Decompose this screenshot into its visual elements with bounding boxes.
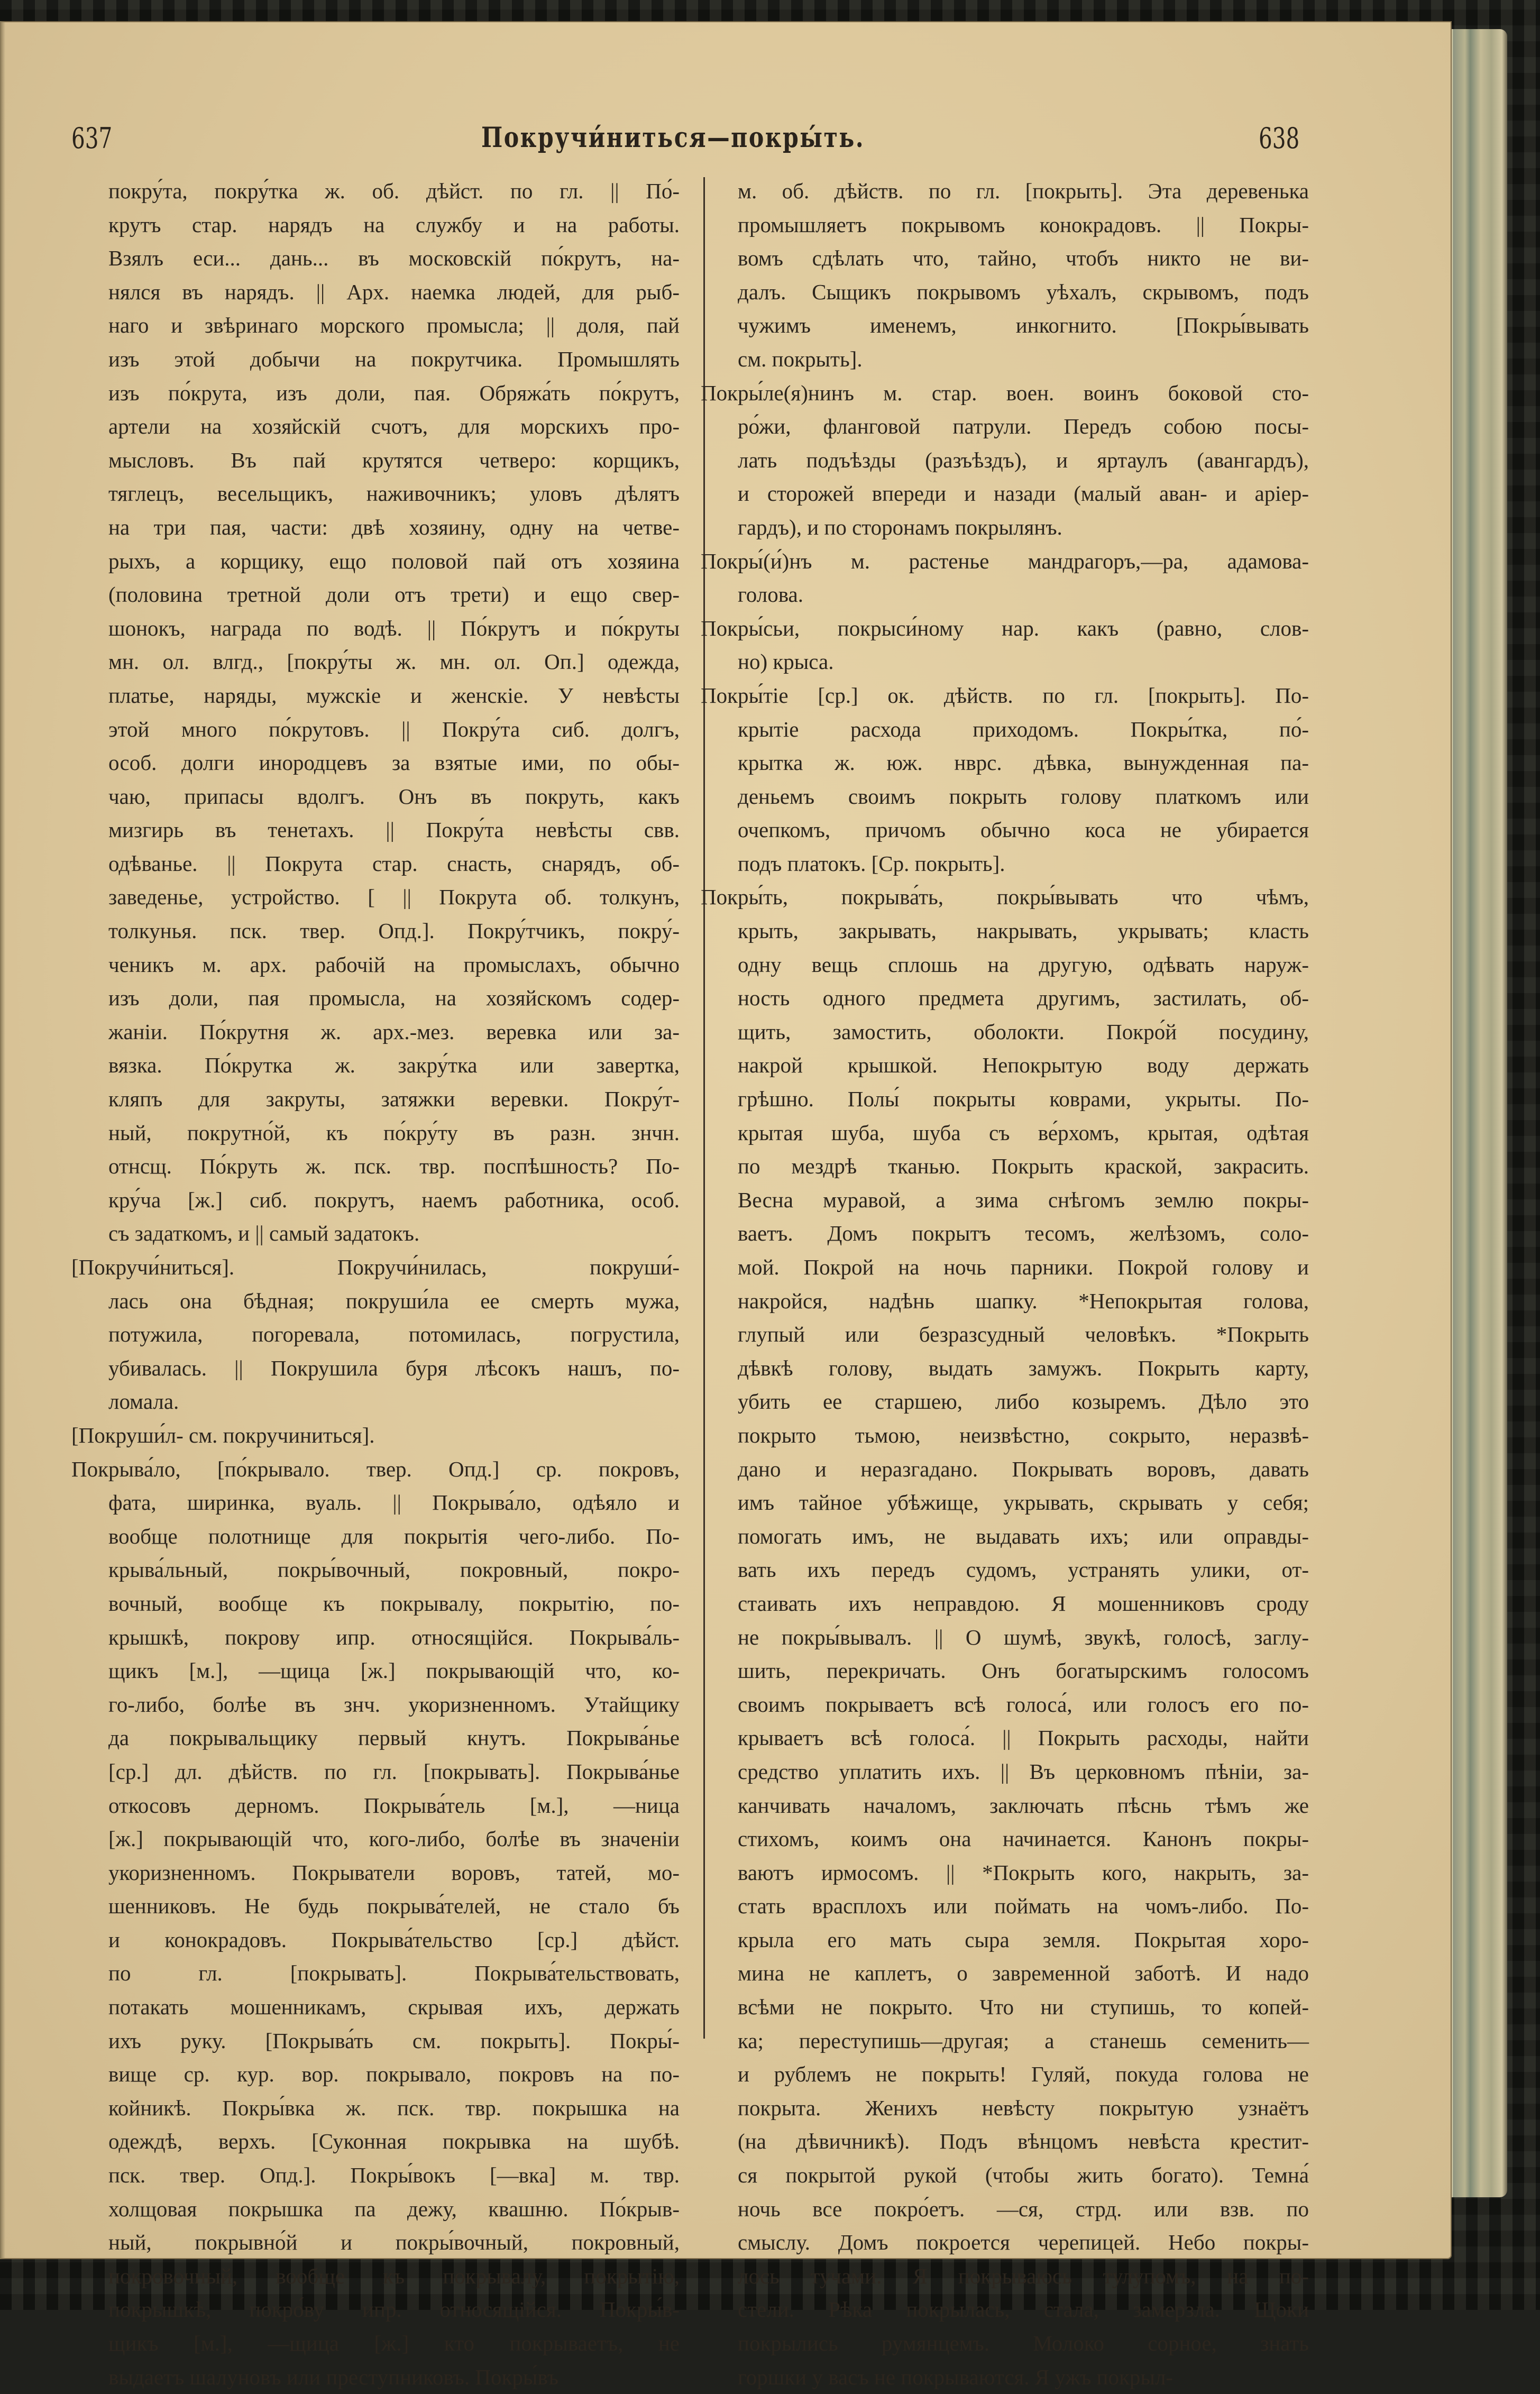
entry-line: грѣшно. Полы́ покрыты коврами, укрыты. По- [738,1087,1309,1112]
entry-line: и сторожей впереди и назади (малый аван- и аріер- [738,481,1309,506]
dictionary-entry-pokruta [108,175,680,1251]
entry-line: ваютъ ирмосомъ. || *Покрыть кого, накрыть, за- [738,1860,1309,1885]
entry-line: не покры́вывалъ. || О шумѣ, звукѣ, голосѣ, заглу- [738,1625,1309,1649]
entry-line: го-либо, болѣе въ знч. укоризненномъ. Утайщику [108,1692,680,1717]
dictionary-page-spread [0,21,1452,2389]
entry-line: накройся, надѣнь шапку. *Непокрытая голова, [738,1288,1309,1313]
entry-line: артели на хозяйскій счотъ, для морскихъ про- [108,414,680,439]
column-divider [703,177,705,2039]
entry-line: мысловъ. Въ пай крутятся четверо: корщикъ, [108,447,680,472]
entry-line: крыва́льный, покры́вочный, покровный, покро- [108,1557,680,1582]
entry-line: вообще полотнище для покрытія чего-либо. По- [108,1524,680,1548]
dictionary-entry-pokryn [701,545,1309,612]
entry-line: ваетъ. Домъ покрытъ тесомъ, желѣзомъ, соло- [738,1221,1309,1246]
entry-line: нялся въ нарядъ. || Арх. наемка людей, для рыб- [108,279,680,304]
entry-line: по гл. [покрывать]. Покрыва́тельствовать, [108,1961,680,1986]
entry-line: платье, наряды, мужскіе и женскіе. У невѣсты [108,683,680,708]
entry-line: гардъ), и по сторонамъ покрылянъ. [738,515,1062,539]
entry-line: Покры́ле(я)нинъ м. стар. воен. воинъ боковой сто- [701,380,1309,405]
dictionary-entry-pokryt [701,880,1309,2394]
entry-line: дано и неразгадано. Покрывать воровъ, давать [738,1456,1309,1481]
entry-line: убить ее старшею, либо козыремъ. Дѣло это [738,1389,1309,1414]
entry-line: потужила, погоревала, потомилась, погрустила, [108,1322,680,1347]
entry-line: Взялъ еси... дань... въ московскій по́крутъ, на- [108,246,680,271]
entry-line: вище ср. кур. вор. покрывало, покровъ на по- [108,2062,680,2087]
dictionary-entry-pokruchinitsya [71,1251,680,1419]
page-number-left: 637 [71,122,113,155]
entry-line: по мездрѣ тканью. Покрыть краской, закрасить. [738,1154,1309,1179]
dictionary-entry-pokryv-cont [738,175,1309,377]
entry-line: вязка. По́крутка ж. закру́тка или завертка, [108,1053,680,1078]
entry-line: ихъ руку. [Покрыва́ть см. покрыть]. Покры́- [108,2028,680,2053]
page-number-right: 638 [1259,122,1300,155]
entry-line: кру́ча [ж.] сиб. покрутъ, наемъ работника, особ. [108,1187,680,1212]
entry-line: крышкѣ, покрову ипр. относящійся. Покрыва́ль- [108,1625,680,1649]
entry-line: средство уплатить ихъ. || Въ церковномъ пѣніи, за- [738,1759,1309,1784]
entry-line: крыла его мать сыра земля. Покрытая хоро- [738,1927,1309,1952]
entry-line: этой много по́крутовъ. || Покру́та сиб. долгъ, [108,717,680,741]
entry-line: ся покрытой рукой (чтобы жить богато). Темна́ [738,2163,1309,2188]
entry-line: имъ тайное убѣжище, укрывать, скрывать у себя; [738,1490,1309,1515]
entry-line: ченикъ м. арх. рабочій на промыслахъ, обычно [108,952,680,977]
entry-line: откосовъ дерномъ. Покрыва́тель [м.], —ница [108,1793,680,1818]
entry-line: укоризненномъ. Покрыватели воровъ, татей, мо- [108,1860,680,1885]
entry-line: ночь все покро́етъ. —ся, стрд. или взв. по [738,2196,1309,2221]
entry-line: накрой крышкой. Непокрытую воду держать [738,1053,1309,1078]
entry-line: крыть, закрывать, накрывать, укрывать; класть [738,919,1309,943]
entry-line: всѣми не покрыто. Что ни ступишь, то копей- [738,1995,1309,2020]
entry-line: покрышкѣ, покро́ву ипр. относящійся. Покры́в- [108,2297,680,2322]
entry-line: крытка ж. юж. нврс. дѣвка, вынужденная па- [738,750,1309,775]
dictionary-entry-pokrytie [701,679,1309,881]
entry-line: одѣванье. || Покрута стар. снасть, снарядъ, об- [108,851,680,876]
entry-line: шить, перекричать. Онъ богатырскимъ голосомъ [738,1658,1309,1683]
entry-line: вомъ сдѣлать что, тайно, чтобъ никто не ви- [738,246,1309,271]
entry-line: очепкомъ, причомъ обычно коса не убирается [738,818,1309,842]
entry-line: мина не каплетъ, о завременной заботѣ. И надо [738,1961,1309,1986]
entry-line: м. об. дѣйств. по гл. [покрыть]. Эта деревенька [738,179,1309,203]
entry-line: наго и звѣринаго морского промысла; || доля, пай [108,313,680,338]
entry-line: ный, покрутно́й, къ по́кру́ту въ разн. знчн. [108,1120,680,1145]
entry-line: покру́та, покру́тка ж. об. дѣйст. по гл. || По́- [108,179,680,203]
right-column [701,175,1309,2394]
entry-line: помогать имъ, не выдавать ихъ; или оправды- [738,1524,1309,1548]
entry-line: своимъ покрываетъ всѣ голоса́, или голосъ его по- [738,1692,1309,1717]
entry-line: Покры́ть, покрыва́ть, покры́вывать что чѣмъ, [701,885,1309,910]
entry-line: вочный, вообще къ покрывалу, покрытію, по- [108,1591,680,1616]
entry-line: одну вещь сплошь на другую, одѣвать наруж- [738,952,1309,977]
book-page-edges [1449,29,1507,2197]
entry-line: на три пая, части: двѣ хозяину, одну на четве- [108,515,680,539]
entry-line: горшки у васъ не покрываются. Я ужъ покрыл- [738,2364,1174,2389]
entry-line: Покры́тіе [ср.] ок. дѣйств. по гл. [покрыть]. По- [701,683,1309,708]
entry-line: ро́жи, фланговой патрули. Передъ собою посы- [738,414,1309,439]
entry-line: Покрыва́ло, [по́крывало. твер. Опд.] ср. покровъ, [71,1456,680,1481]
entry-line: пск. твер. Опд.]. Покры́вокъ [—вка] м. твр. [108,2163,680,2188]
entry-line: глупый или безразсудный человѣкъ. *Покрыть [738,1322,1309,1347]
entry-line: холщовая покрышка па дежу, квашню. По́крыв- [108,2196,680,2221]
entry-line: [Покруши́л- см. покручиниться]. [71,1423,375,1447]
entry-line: ность одного предмета другимъ, застилать, об- [738,986,1309,1011]
entry-line: изъ этой добычи на покрутчика. Промышлять [108,346,680,371]
entry-line: крутъ стар. нарядъ на службу и на работы. [108,212,680,237]
entry-line: стихомъ, коимъ она начинается. Канонъ покры- [738,1827,1309,1851]
entry-line: чужимъ именемъ, инкогнито. [Покры́вывать [738,313,1309,338]
entry-line: подъ платокъ. [Ср. покрыть]. [738,851,1005,876]
entry-line: койникѣ. Покры́вка ж. пск. твр. покрышка на [108,2095,680,2120]
entry-line: стать врасплохъ или поймать на чомъ-либо. По- [738,1894,1309,1919]
entry-line: и рублемъ не покрыть! Гуляй, покуда голова не [738,2062,1309,2087]
entry-line: особ. долги инородцевъ за взятые ими, по обы- [108,750,680,775]
entry-line: но) крыса. [738,649,834,674]
dictionary-entry-pokrysi [701,612,1309,679]
entry-line: голова. [738,582,803,607]
entry-line: промышляетъ покрывомъ конокрадовъ. || Покры- [738,212,1309,237]
dictionary-entry-pokrushil [71,1419,680,1453]
entry-line: ломала. [108,1389,179,1414]
entry-line: отнсщ. По́круть ж. пск. твр. поспѣшность? По- [108,1154,680,1179]
entry-line: ный, покрывно́й и покры́вочный, покровный, [108,2230,680,2255]
entry-line: канчивать началомъ, заключать пѣснь тѣмъ же [738,1793,1309,1818]
entry-line: Весна муравой, а зима снѣгомъ землю покры- [738,1187,1309,1212]
entry-line: далъ. Сыщикъ покрывомъ уѣхалъ, скрывомъ, подъ [738,279,1309,304]
entry-line: вать ихъ передъ судомъ, устранять улики, от- [738,1557,1309,1582]
entry-line: убивалась. || Покрушила буря лѣсокъ нашъ, по- [108,1355,680,1380]
entry-line: толкунья. пск. твер. Опд.]. Покру́тчикъ, покру́- [108,919,680,943]
entry-line: см. покрыть]. [738,346,863,371]
entry-line: Покры́сьи, покрыси́ному нар. какъ (равно, слов- [701,616,1309,640]
entry-line: и конокрадовъ. Покрыва́тельство [ср.] дѣйст. [108,1927,680,1952]
entry-line: стели. Рѣка покрылась, стала, замерзла. Щоки [738,2297,1309,2322]
entry-line: лать подъѣзды (разъѣздъ), и яртаулъ (авангардъ), [738,447,1309,472]
entry-line: съ задаткомъ, и || самый задатокъ. [108,1221,420,1246]
entry-line: шенниковъ. Не будь покрыва́телей, не стало бъ [108,1894,680,1919]
entry-line: тяглецъ, весельщикъ, наживочникъ; уловъ дѣлятъ [108,481,680,506]
entry-line: деньемъ своимъ покрыть голову платкомъ или [738,784,1309,809]
entry-line: крытіе расхода приходомъ. Покры́тка, по́- [738,717,1309,741]
entry-line: рыхъ, а корщику, ещо половой пай отъ хозяина [108,548,680,573]
entry-line: мой. Покрой на ночь парники. Покрой голову и [738,1255,1309,1279]
entry-line: покрыта. Женихъ невѣсту покрытую узнаётъ [738,2095,1309,2120]
entry-line: щикъ [м.], —щица [ж.] покрывающій что, ко- [108,1658,680,1683]
entry-line: дѣвкѣ голову, выдать замужъ. Покрыть карту, [738,1355,1309,1380]
entry-line: изъ доли, пая промысла, на хозяйскомъ содер- [108,986,680,1011]
entry-line: покрылись румянцемъ. Молоко сорное, знать [738,2331,1309,2355]
entry-line: шонокъ, награда по водѣ. || По́крутъ и по́круты [108,616,680,640]
left-column [71,175,680,2394]
entry-line: заведенье, устройство. [ || Покрута об. толкунъ, [108,885,680,910]
entry-line: лось тучами. Я покрываюсь тулупомъ, на по- [738,2263,1309,2288]
entry-line: ка; переступишь—другая; а станешь семенить— [738,2028,1309,2053]
entry-line: (на дѣвичникѣ). Подъ вѣнцомъ невѣста крестит- [738,2129,1309,2154]
entry-line: щить, замостить, оболокти. Покро́й посудину, [738,1019,1309,1044]
entry-line: крытая шуба, шуба съ ве́рхомъ, крытая, одѣтая [738,1120,1309,1145]
entry-line: лась она бѣдная; покруши́ла ее смерть мужа, [108,1288,680,1313]
entry-line: чаю, припасы вдолгъ. Онъ въ покруть, какъ [108,784,680,809]
dictionary-entry-pokrylenin [701,377,1309,545]
entry-line: [ж.] покрывающій что, кого-либо, болѣе въ значеніи [108,1827,680,1851]
entry-line: (половина третной доли отъ трети) и ещо свер- [108,582,680,607]
running-head: Покручи́ниться—покры́ть. [481,122,865,154]
entry-line: потакать мошенникамъ, скрывая ихъ, держать [108,1995,680,2020]
entry-line: мизгирь въ тенетахъ. || Покру́та невѣсты свв. [108,818,680,842]
entry-line: смыслу. Домъ покроется черепицей. Небо покры- [738,2230,1309,2255]
entry-line: [ср.] дл. дѣйств. по гл. [покрывать]. Покрыва́нье [108,1759,680,1784]
entry-line: покрыто тьмою, неизвѣстно, сокрыто, неразвѣ- [738,1423,1309,1447]
entry-line: одеждѣ, верхъ. [Суконная покрывка на шубѣ. [108,2129,680,2154]
entry-line: стаивать ихъ неправдою. Я мошенниковъ сроду [738,1591,1309,1616]
entry-line: фата, ширинка, вуаль. || Покрыва́ло, одѣяло и [108,1490,680,1515]
entry-line: [Покручи́ниться]. Покручи́нилась, покруши́- [71,1255,680,1279]
dictionary-entry-pokryvalo [71,1453,680,2394]
entry-line: изъ по́крута, изъ доли, пая. Обряжа́ть по́крутъ, [108,380,680,405]
entry-line: кляпъ для закруты, затяжки веревки. Покру́т- [108,1087,680,1112]
entry-line: выдаетъ шалуновъ или преступниковъ. Покры́въ [108,2364,558,2389]
entry-line: мн. ол. влгд., [покру́ты ж. мн. ол. Оп.] одежда, [108,649,680,674]
entry-line: жаніи. По́крутня ж. арх.-мез. веревка или за- [108,1019,680,1044]
entry-line: Покры́(и́)нъ м. растенье мандрагоръ,—ра, адамова- [701,548,1309,573]
page-header [0,122,1452,164]
entry-line: покровочный, вообще къ покрывалу, покрытію, [108,2263,680,2288]
entry-line: крываетъ всѣ голоса́. || Покрыть расходы, найти [738,1726,1309,1750]
entry-line: да покрывальщику первый кнутъ. Покрыва́нье [108,1726,680,1750]
entry-line: щикъ [м.], —щица [ж.] кто покрываетъ, не [108,2331,680,2355]
